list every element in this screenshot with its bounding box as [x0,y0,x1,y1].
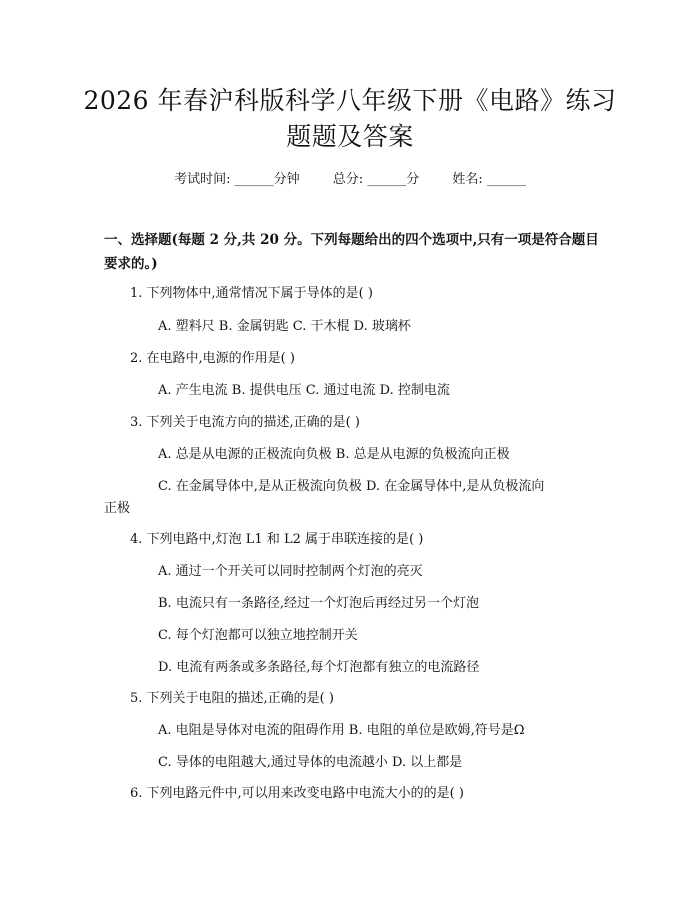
time-label: 考试时间: [174,172,231,187]
question-2-stem: 2. 在电路中,电源的作用是( ) [130,351,295,366]
name-label: 姓名: [452,172,483,187]
time-unit: 分钟 [273,172,300,187]
document-title: 2026 年春沪科版科学八年级下册《电路》练习题题及答案 [83,86,617,151]
question-4-option-a: A. 通过一个开关可以同时控制两个灯泡的亮灭 [158,564,423,579]
score-label: 总分: [332,172,364,187]
question-1-stem: 1. 下列物体中,通常情况下属于导体的是( ) [130,286,373,301]
question-3-stem: 3. 下列关于电流方向的描述,正确的是( ) [130,415,360,430]
section-heading: 一、选择题(每题 2 分,共 20 分。下列每题给出的四个选项中,只有一项是符合题目要求的。) [104,232,599,272]
question-5-stem: 5. 下列关于电阻的描述,正确的是( ) [130,691,334,706]
question-4-option-c: C. 每个灯泡都可以独立地控制开关 [158,628,358,643]
question-3-options-ab: A. 总是从电源的正极流向负极 B. 总是从电源的负极流向正极 [158,447,510,462]
question-1-options: A. 塑料尺 B. 金属钥匙 C. 干木棍 D. 玻璃杯 [158,319,411,334]
question-5-options-ab: A. 电阻是导体对电流的阻碍作用 B. 电阻的单位是欧姆,符号是Ω [158,723,525,738]
score-unit: 分 [406,172,420,187]
question-2-options: A. 产生电流 B. 提供电压 C. 通过电流 D. 控制电流 [158,383,450,398]
name-blank: ______ [486,172,526,187]
question-3-options-cd: C. 在金属导体中,是从正极流向负极 D. 在金属导体中,是从负极流向 [158,479,545,494]
question-4-option-b: B. 电流只有一条路径,经过一个灯泡后再经过另一个灯泡 [158,596,479,611]
question-3-continuation: 正极 [104,501,131,516]
question-6-stem: 6. 下列电路元件中,可以用来改变电路中电流大小的的是( ) [130,786,464,801]
question-5-options-cd: C. 导体的电阻越大,通过导体的电流越小 D. 以上都是 [158,755,463,770]
question-4-stem: 4. 下列电路中,灯泡 L1 和 L2 属于串联连接的是( ) [130,532,424,547]
time-blank: ______ [234,172,274,187]
question-4-option-d: D. 电流有两条或多条路径,每个灯泡都有独立的电流路径 [158,660,480,675]
score-blank: ______ [367,172,407,187]
exam-meta-line [0,168,700,187]
